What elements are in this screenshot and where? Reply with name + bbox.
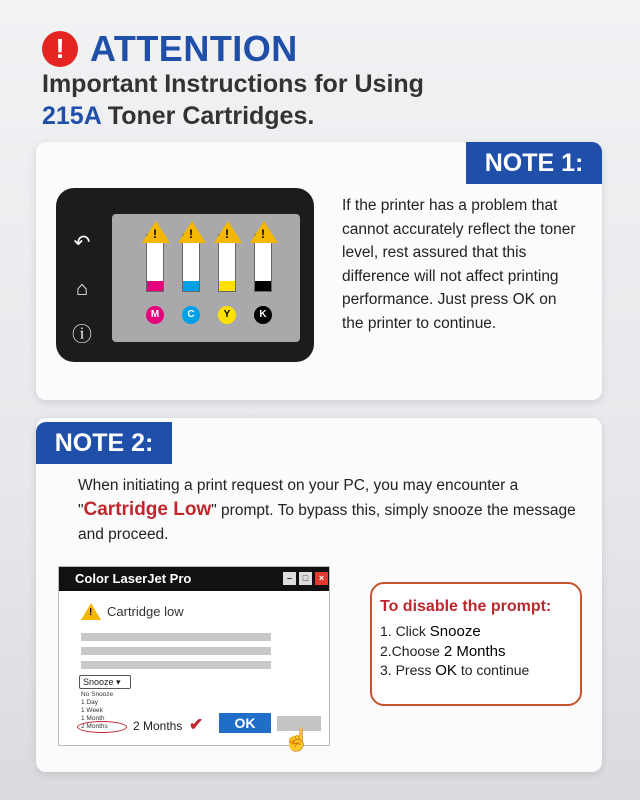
cartridge-label-k: K [254,306,272,324]
note2-text-after: " prompt. To bypass this, simply snooze the message and proceed. [78,502,576,543]
option-1-month[interactable]: 1 Month [81,715,105,722]
placeholder-bar [81,661,271,669]
option-1-week[interactable]: 1 Week [81,707,103,714]
callout-steps [380,622,580,681]
placeholder-bar [81,633,271,641]
instructions-callout [370,582,582,706]
warning-icon: ! [214,221,242,243]
ok-button[interactable]: OK [219,713,271,733]
attention-header [42,28,298,70]
cartridge-low-highlight: Cartridge Low [83,499,212,520]
warning-icon: ! [142,221,170,243]
subtitle-line1: Important Instructions for Using [42,70,424,98]
exclamation-icon: ! [42,31,78,67]
snooze-select-value: Snooze [83,677,114,687]
option-no-snooze[interactable]: No Snooze [81,691,114,698]
snooze-select[interactable]: Snooze ▾ [79,675,131,689]
attention-title: ATTENTION [90,28,298,69]
note1-card [36,142,602,400]
cartridge-label-y: Y [218,306,236,324]
note1-tag: NOTE 1: [466,142,602,184]
printer-control-panel [56,188,314,362]
close-icon[interactable]: × [315,572,328,585]
help-icon[interactable]: ⓘ [72,324,92,346]
cartridge-low-dialog [58,566,330,752]
note2-text-before: When initiating a print request on your PC, you may encounter a " [78,477,519,519]
maximize-icon[interactable]: □ [299,572,312,585]
toner-level-yellow [218,227,236,292]
chosen-option-label: 2 Months [133,719,183,733]
option-1-day[interactable]: 1 Day [81,699,98,706]
selection-circle [77,721,127,733]
subtitle-rest: Toner Cartridges. [100,102,315,130]
dialog-title: Color LaserJet Pro [75,571,192,586]
panel-screen [112,214,300,342]
toner-level-cyan [182,227,200,292]
dialog-message: Cartridge low [107,604,184,619]
warning-icon: ! [250,221,278,243]
minimize-icon[interactable]: – [283,572,296,585]
panel-side-icons [68,220,96,358]
placeholder-bar [81,647,271,655]
dialog-titlebar [59,567,329,591]
callout-title: To disable the prompt: [380,598,552,615]
cartridge-label-m: M [146,306,164,324]
step-1: 1. Click Snooze [380,623,481,640]
subtitle-model: 215A [42,102,101,130]
note2-text [78,474,578,547]
toner-level-black [254,227,272,292]
step-3: 3. Press OK to continue [380,662,530,679]
checkmark-icon: ✔ [189,715,204,734]
cartridge-label-c: C [182,306,200,324]
note2-card [36,418,602,772]
note2-tag: NOTE 2: [36,422,172,464]
pointer-cursor-icon: ☝ [283,727,311,752]
toner-level-magenta [146,227,164,292]
home-icon[interactable]: ⌂ [75,278,89,300]
warning-icon: ! [81,603,101,620]
step-2: 2.Choose 2 Months [380,642,506,660]
back-icon[interactable]: ↶ [73,232,91,254]
subtitle [42,68,602,132]
warning-icon: ! [178,221,206,243]
option-2-months[interactable]: 2 Months [81,723,108,730]
note1-text: If the printer has a problem that cannot accurately reflect the toner level, rest assured that this difference will not affect printing performance. Just press OK on the printer to continue. [342,197,576,332]
